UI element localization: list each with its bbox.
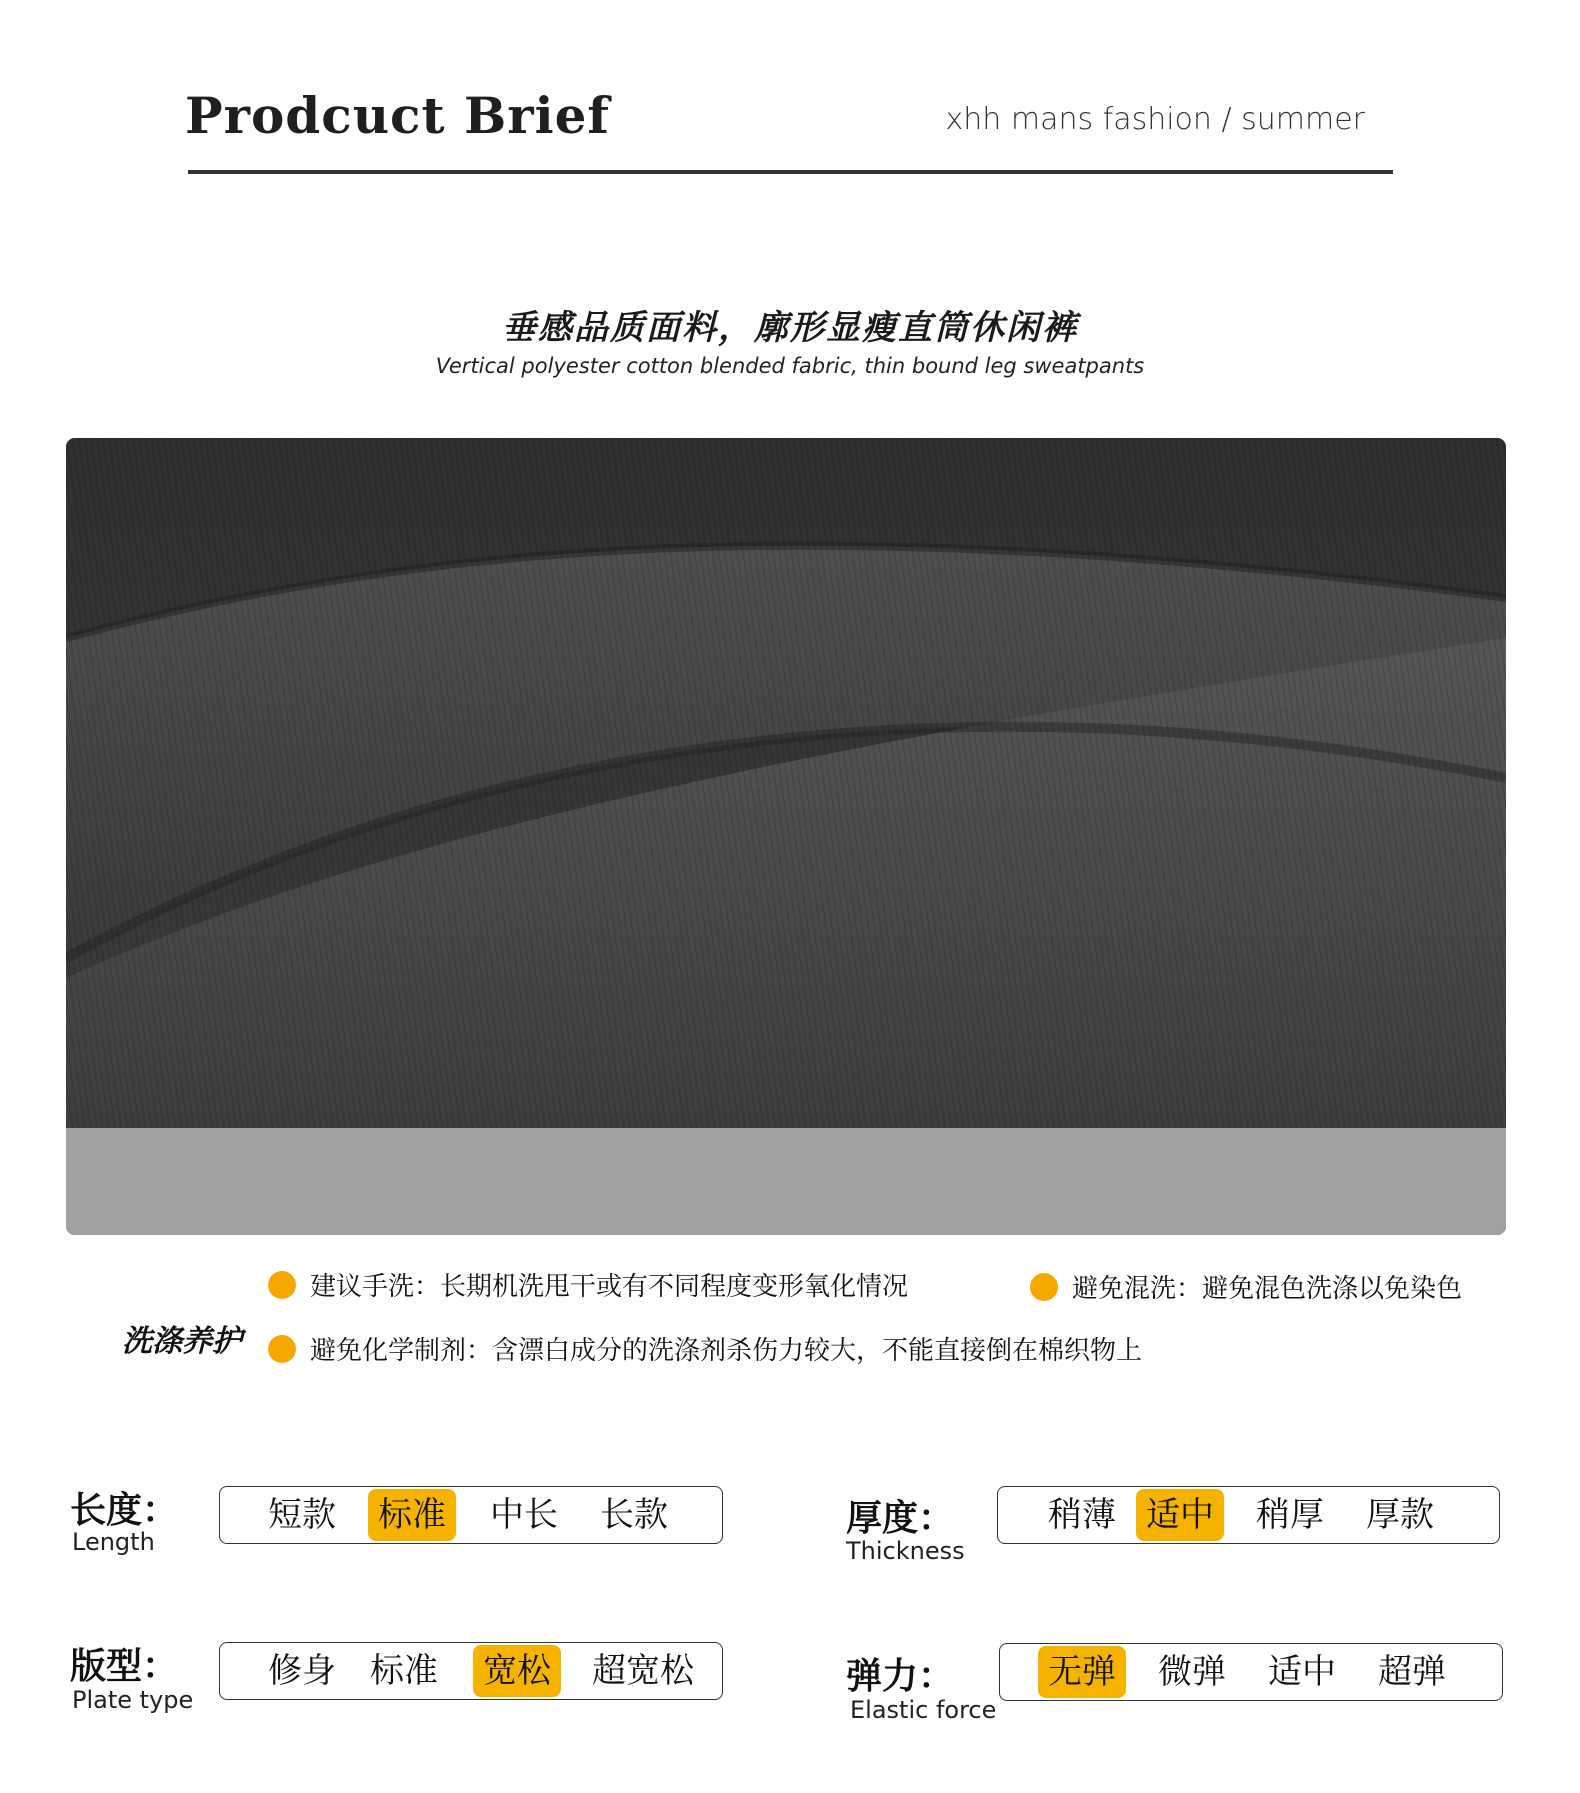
bullet-dot-icon — [268, 1271, 296, 1299]
option-plate-standard: 标准 — [370, 1651, 438, 1691]
spec-thickness-options — [997, 1486, 1500, 1544]
header-divider — [188, 170, 1393, 174]
spec-length-label-en: Length — [72, 1528, 155, 1556]
care-item-text: 建议手洗：长期机洗甩干或有不同程度变形氧化情况 — [310, 1272, 909, 1302]
option-plate-extra-loose: 超宽松 — [592, 1651, 694, 1691]
option-elastic-slight: 微弹 — [1158, 1652, 1226, 1692]
fabric-band — [66, 1128, 1506, 1235]
option-length-long: 长款 — [600, 1495, 668, 1535]
option-plate-loose: 宽松 — [473, 1645, 561, 1697]
brief-subtitle: xhh mans fashion / summer — [945, 102, 1365, 137]
brief-title: Prodcuct Brief — [185, 86, 610, 145]
care-item-avoid-chemicals — [268, 1330, 1142, 1367]
bullet-dot-icon — [1030, 1273, 1058, 1301]
spec-elastic-label-en: Elastic force — [850, 1696, 997, 1724]
option-length-short: 短款 — [268, 1495, 336, 1535]
option-plate-slim: 修身 — [268, 1651, 336, 1691]
spec-elastic-label: 弹力： — [846, 1656, 955, 1697]
bullet-dot-icon — [268, 1335, 296, 1363]
fabric-photo — [66, 438, 1506, 1235]
option-thickness-thick: 厚款 — [1366, 1495, 1434, 1535]
spec-plate-label-en: Plate type — [72, 1686, 194, 1714]
option-thickness-medium: 适中 — [1136, 1489, 1224, 1541]
headline-english: Vertical polyester cotton blended fabric, thin bound leg sweatpants — [435, 354, 1145, 378]
option-elastic-medium: 适中 — [1268, 1652, 1336, 1692]
care-item-text: 避免混洗：避免混色洗涤以免染色 — [1072, 1274, 1463, 1304]
care-item-handwash — [268, 1266, 908, 1303]
spec-length-label: 长度： — [70, 1490, 179, 1531]
spec-elastic-options — [999, 1643, 1503, 1701]
spec-length-options — [219, 1486, 723, 1544]
option-elastic-super: 超弹 — [1378, 1652, 1446, 1692]
option-elastic-none: 无弹 — [1038, 1646, 1126, 1698]
care-item-avoid-mixing — [1030, 1268, 1462, 1305]
spec-plate-label: 版型： — [70, 1646, 179, 1687]
spec-plate-options — [219, 1642, 723, 1700]
care-label: 洗涤养护 — [122, 1324, 242, 1359]
headline-chinese: 垂感品质面料，廓形显瘦直筒休闲裤 — [502, 308, 1078, 348]
option-length-standard: 标准 — [368, 1489, 456, 1541]
option-thickness-thin: 稍薄 — [1048, 1495, 1116, 1535]
option-thickness-thicker: 稍厚 — [1256, 1495, 1324, 1535]
fabric-texture-image — [66, 438, 1506, 1235]
spec-thickness-label: 厚度： — [846, 1498, 955, 1539]
option-length-mid: 中长 — [490, 1495, 558, 1535]
care-item-text: 避免化学制剂：含漂白成分的洗涤剂杀伤力较大，不能直接倒在棉织物上 — [310, 1336, 1143, 1366]
spec-thickness-label-en: Thickness — [846, 1537, 965, 1565]
